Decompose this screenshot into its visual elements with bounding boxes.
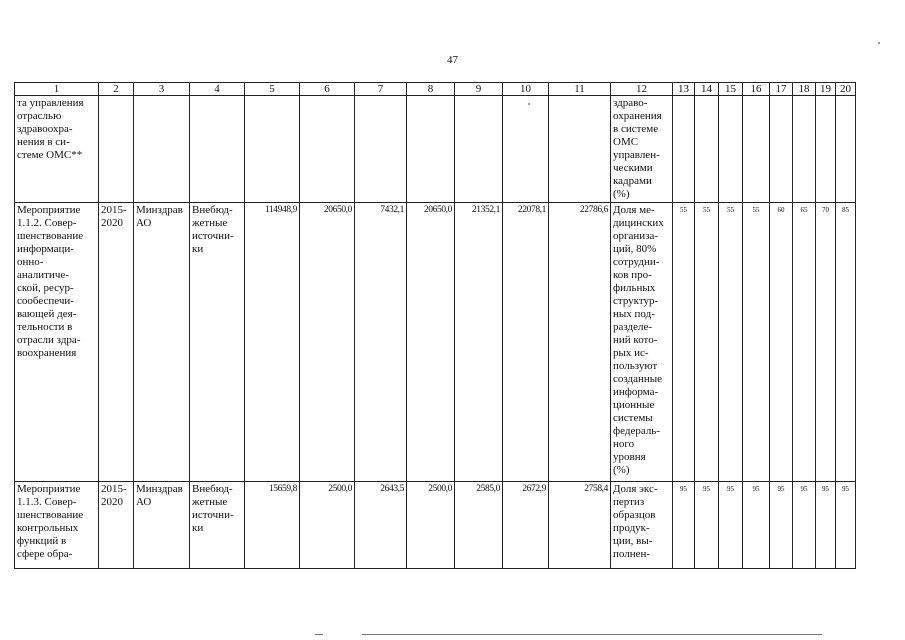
amount-cell: 22078,1: [503, 203, 549, 482]
col-header: 8: [407, 83, 455, 96]
table-row: [15, 482, 856, 569]
measure-name-cell: Мероприятие 1.1.3. Совер- шенствование контрольных функций в сфере обра-: [15, 482, 99, 569]
col-header: 12: [611, 83, 673, 96]
col-header: 16: [743, 83, 770, 96]
col-header: 14: [695, 83, 719, 96]
measure-name-cell: Мероприятие 1.1.2. Совер- шенствование информаци- онно- аналитиче- ской, ресур- сообеспечи- вающей дея- тельности в отрасли здра- воохранения: [15, 203, 99, 482]
page-number: 47: [447, 54, 458, 66]
scan-bottom-line: [362, 634, 822, 635]
amount-cell: 2643,5: [355, 482, 407, 569]
indicator-value-cell: 85: [836, 203, 856, 482]
executor-cell: Минздрав АО: [134, 203, 190, 482]
col-header: 9: [455, 83, 503, 96]
measures-table: [14, 82, 856, 569]
amount-cell: 2585,0: [455, 482, 503, 569]
amount-cell: 7432,1: [355, 203, 407, 482]
col-header: 6: [300, 83, 355, 96]
col-header: 19: [816, 83, 836, 96]
amount-cell: 2672,9: [503, 482, 549, 569]
table-row-continued: [15, 96, 856, 203]
col-header: 13: [673, 83, 695, 96]
executor-cell: Минздрав АО: [134, 482, 190, 569]
amount-cell: 20650,0: [300, 203, 355, 482]
scan-mark: [315, 634, 323, 635]
indicator-value-cell: 55: [719, 203, 743, 482]
amount-cell: 2500,0: [407, 482, 455, 569]
col-header: 17: [770, 83, 793, 96]
indicator-value-cell: 95: [816, 482, 836, 569]
table-row: [15, 203, 856, 482]
measure-name-cell: та управления отраслью здравоохра- нения в си- стеме ОМС**: [15, 96, 99, 203]
indicator-value-cell: 95: [743, 482, 770, 569]
funding-source-cell: Внебюд- жетные источни- ки: [190, 203, 245, 482]
col-header: 15: [719, 83, 743, 96]
col-header: 7: [355, 83, 407, 96]
col-header: 5: [245, 83, 300, 96]
amount-cell: 21352,1: [455, 203, 503, 482]
indicator-value-cell: 95: [719, 482, 743, 569]
indicator-value-cell: 95: [695, 482, 719, 569]
indicator-value-cell: 95: [836, 482, 856, 569]
amount-total-cell: 15659,8: [245, 482, 300, 569]
period-cell: 2015- 2020: [99, 482, 134, 569]
col-header: 10: [503, 83, 549, 96]
indicator-name-cell: Доля ме- дицинских организа- ций, 80% сотрудни- ков про- фильных структур- ных под- разделе- ний кото- рых ис- пользуют созданные информа- ционные системы федераль- ного уровня (%): [611, 203, 673, 482]
indicator-value-cell: 60: [770, 203, 793, 482]
amount-cell: 22786,6: [549, 203, 611, 482]
table-header-row: [15, 83, 856, 96]
col-header: 3: [134, 83, 190, 96]
amount-cell: 2758,4: [549, 482, 611, 569]
indicator-value-cell: 95: [770, 482, 793, 569]
indicator-value-cell: 65: [793, 203, 816, 482]
col-header: 20: [836, 83, 856, 96]
col-header: 4: [190, 83, 245, 96]
col-header: 1: [15, 83, 99, 96]
indicator-name-cell: Доля экс- пертиз образцов продук- ции, вы- полнен-: [611, 482, 673, 569]
period-cell: 2015- 2020: [99, 203, 134, 482]
scan-speck: [878, 42, 880, 44]
amount-cell: 20650,0: [407, 203, 455, 482]
amount-cell: 2500,0: [300, 482, 355, 569]
indicator-value-cell: 95: [673, 482, 695, 569]
indicator-value-cell: 55: [673, 203, 695, 482]
amount-total-cell: 114948,9: [245, 203, 300, 482]
indicator-name-cell: здраво- охранения в системе ОМС управлен- ческими кадрами (%): [611, 96, 673, 203]
indicator-value-cell: 95: [793, 482, 816, 569]
funding-source-cell: Внебюд- жетные источни- ки: [190, 482, 245, 569]
indicator-value-cell: 55: [743, 203, 770, 482]
indicator-value-cell: 55: [695, 203, 719, 482]
col-header: 18: [793, 83, 816, 96]
scan-speck: [528, 103, 530, 105]
col-header: 11: [549, 83, 611, 96]
indicator-value-cell: 70: [816, 203, 836, 482]
col-header: 2: [99, 83, 134, 96]
